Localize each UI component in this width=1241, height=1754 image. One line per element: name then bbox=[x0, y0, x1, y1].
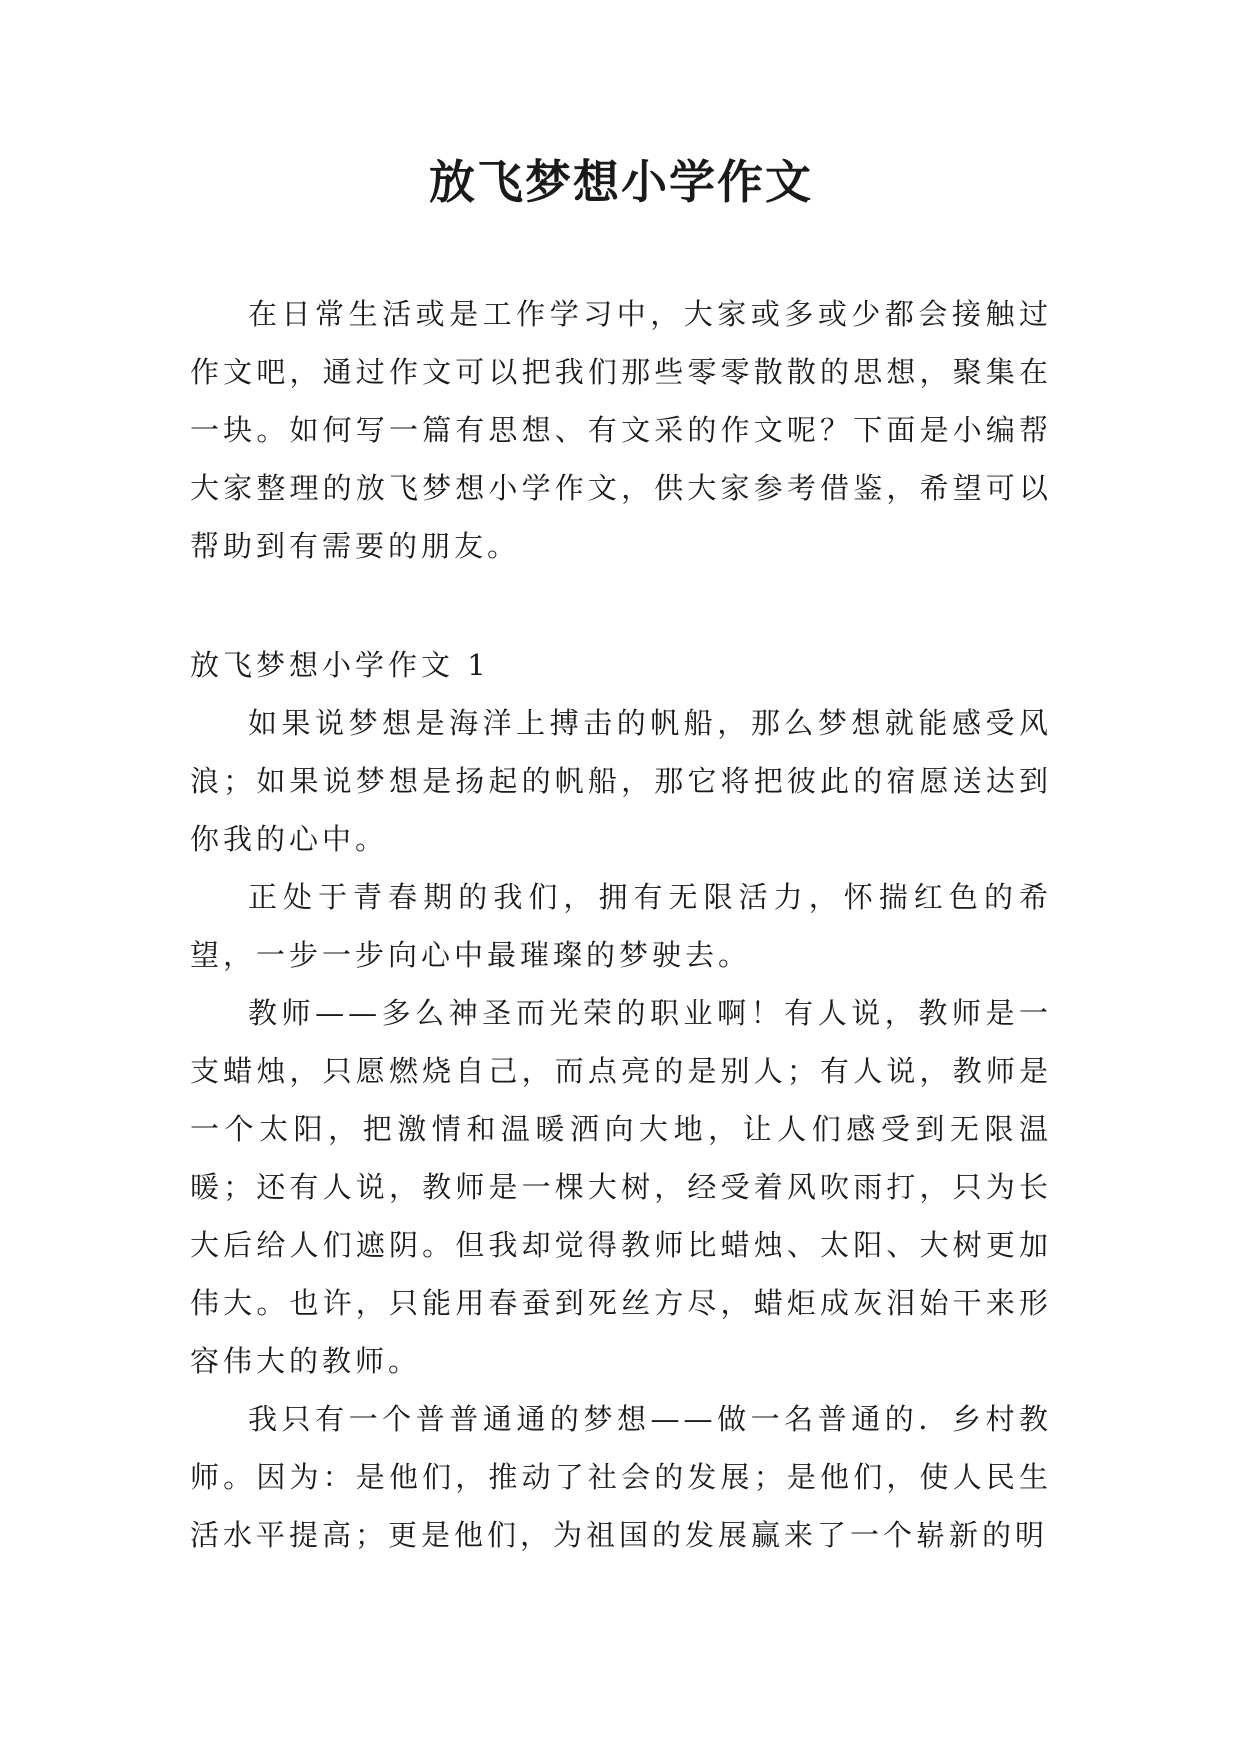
section-paragraph-1: 如果说梦想是海洋上搏击的帆船，那么梦想就能感受风浪；如果说梦想是扬起的帆船，那它将把彼此的宿愿送达到你我的心中。 bbox=[190, 706, 1052, 856]
intro-block bbox=[190, 285, 1052, 575]
section-paragraph-4: 我只有一个普普通通的梦想——做一名普通的．乡村教师。因为：是他们，推动了社会的发展；是他们，使人民生活水平提高；更是他们，为祖国的发展赢来了一个崭新的明 bbox=[190, 1402, 1052, 1552]
section-paragraph-2: 正处于青春期的我们，拥有无限活力，怀揣红色的希望，一步一步向心中最璀璨的梦驶去。 bbox=[190, 880, 1052, 972]
document-title: 放飞梦想小学作文 bbox=[429, 155, 813, 209]
section-paragraph-3: 教师——多么神圣而光荣的职业啊！有人说，教师是一支蜡烛，只愿燃烧自己，而点亮的是别人；有人说，教师是一个太阳，把激情和温暖洒向大地，让人们感受到无限温暖；还有人说，教师是一棵大树，经受着风吹雨打，只为长大后给人们遮阴。但我却觉得教师比蜡烛、太阳、大树更加伟大。也许，只能用春蚕到死丝方尽，蜡炬成灰泪始干来形容伟大的教师。 bbox=[190, 996, 1052, 1378]
section-heading: 放飞梦想小学作文 1 bbox=[190, 648, 490, 682]
intro-paragraph: 在日常生活或是工作学习中，大家或多或少都会接触过作文吧，通过作文可以把我们那些零零散散的思想，聚集在一块。如何写一篇有思想、有文采的作文呢？下面是小编帮大家整理的放飞梦想小学作文，供大家参考借鉴，希望可以帮助到有需要的朋友。 bbox=[190, 297, 1052, 563]
essay-section bbox=[190, 636, 1052, 1564]
